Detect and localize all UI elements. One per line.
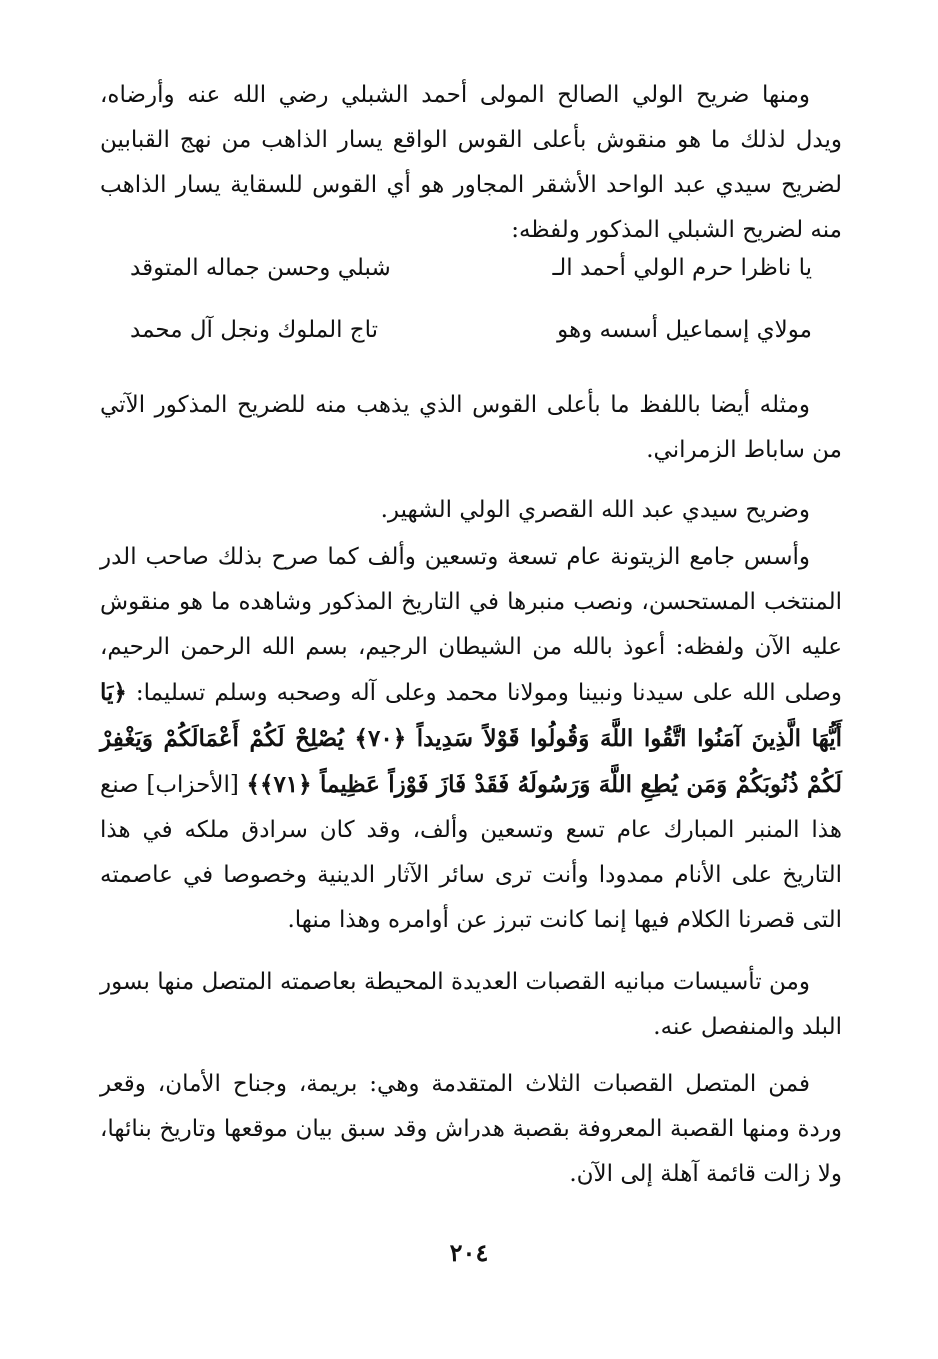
verse-2-first-hemistich: مولاي إسماعيل أسسه وهو [557,317,812,343]
paragraph-kasbahs: ومن تأسيسات مبانيه القصبات العديدة المحيطة بعاصمته المتصل منها بسور البلد والمنفصل عنه. [100,969,842,1040]
poem-verse-1 [100,255,842,295]
paragraph-zaytuna-mosque [100,535,842,943]
verse-2-second-hemistich: تاج الملوك ونجل آل محمد [130,317,379,343]
quran-verse: ﴿يَا أَيُّهَا الَّذِينَ آمَنُوا اتَّقُوا اللَّهَ وَقُولُوا قَوْلاً سَدِيداً ﴿٧٠﴾ يُصْلِحْ لَكُمْ أَعْمَالَكُمْ وَيَغْفِرْ لَكُمْ ذُنُوبَكُمْ وَمَن يُطِعِ اللَّهَ وَرَسُولَهُ فَقَدْ فَازَ فَوْزاً عَظِيماً ﴿٧١﴾﴾ [100,679,843,798]
verse-1-second-hemistich: شبلي وحسن جماله المتوقد [130,255,391,281]
zaytuna-text-end: [الأحزاب] صنع هذا المنبر المبارك عام تسع وتسعين وألف، وقد كان سرادق ملكه في هذا التاريخ على الأنام ممدودا وأنت ترى سائر الآثار الدينية وخصوصا في عاصمته التى قصرنا الكلام فيها إنما كانت تبرز عن أوامره وهذا منها. [100,772,842,933]
verse-1-first-hemistich: يا ناظرا حرم الولي أحمد الـ [552,255,812,281]
page-number: ٢٠٤ [449,1238,489,1267]
paragraph-connected-kasbahs: فمن المتصل القصبات الثلاث المتقدمة وهي: بريمة، وجناح الأمان، وقعر وردة ومنها القصبة المعروفة بقصبة هدراش وقد سبق بيان موقعها وتاريخ بنائها، ولا زالت قائمة آهلة إلى الآن. [100,1071,842,1187]
paragraph-qasri-shrine: وضريح سيدي عبد الله القصري الولي الشهير. [380,497,810,523]
paragraph-zamrani-arch: ومثله أيضا باللفظ ما بأعلى القوس الذي يذهب منه للضريح المذكور الآتي من ساباط الزمراني. [100,392,842,463]
paragraph-shibli-shrine: ومنها ضريح الولي الصالح المولى أحمد الشبلي رضي الله عنه وأرضاه، ويدل لذلك ما هو منقوش بأعلى القوس الواقع يسار الذاهب من نهج القبابين لضريح سيدي عبد الواحد الأشقر المجاور هو أي القوس للسقاية يسار الذاهب منه لضريح الشبلي المذكور ولفظه: [100,82,842,243]
poem-verse-2 [100,317,842,357]
zaytuna-text-start: وأسس جامع الزيتونة عام تسعة وتسعين وألف كما صرح بذلك صاحب الدر المنتخب المستحسن، ونصب منبرها في التاريخ المذكور وشاهده ما هو منقوش عليه الآن ولفظه: أعوذ بالله من الشيطان الرجيم، بسم الله الرحمن الرحيم، وصلى الله على سيدنا ونبينا ومولانا محمد وعلى آله وصحبه وسلم تسليما: [100,544,842,706]
